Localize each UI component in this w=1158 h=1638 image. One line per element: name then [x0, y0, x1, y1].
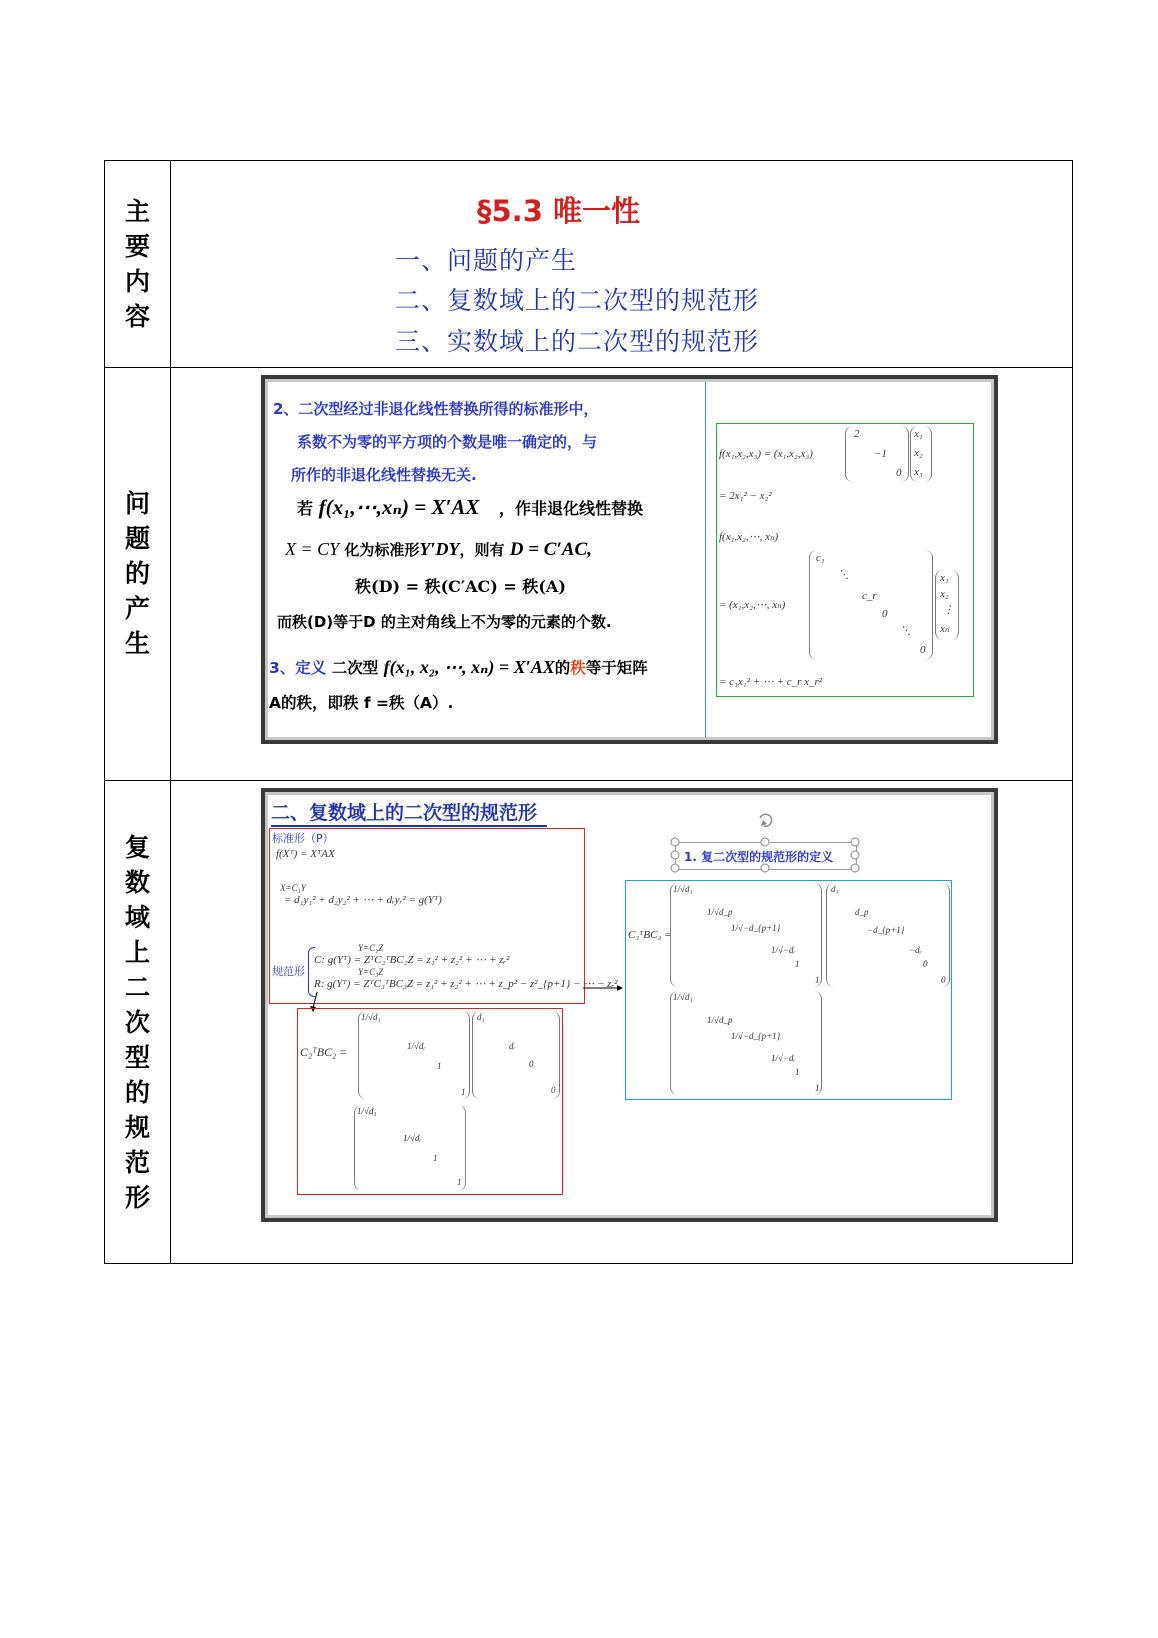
definition-lead: 二次型 [331, 659, 379, 677]
label-char: 规 [124, 1113, 150, 1142]
matrix-entry: 1/√d_p [707, 1015, 733, 1025]
label-char: 的 [124, 559, 150, 588]
matrix-entry: 0 [551, 1085, 556, 1095]
definition-expr: f(x₁, x₂, ⋯, xₙ) = X′AX [383, 657, 555, 677]
rank-equality: 秩(D) = 秩(C′AC) = 秩(A) [355, 577, 566, 596]
label-char: 范 [124, 1148, 150, 1177]
theorem-line-2: 系数不为零的平方项的个数是唯一确定的，与 [297, 433, 598, 451]
complex-normal-form: C: g(Yᵀ) = ZᵀC₂ᵀBC₂Z = z₁² + z₂² + ⋯ + zᵣ² [314, 954, 510, 966]
matrix-entry: 1 [795, 1067, 800, 1077]
matrix-entry: 1/√d₁ [357, 1106, 377, 1116]
quadratic-form-expr: f(x₁,⋯,xₙ) = X′AX [318, 495, 480, 519]
substitution-text: ，作非退化线性替换 [498, 499, 643, 518]
c3-matrix-1 [670, 883, 822, 987]
selection-handles [665, 806, 865, 878]
label-char: 容 [124, 302, 150, 331]
label-char: 问 [124, 489, 150, 518]
label-char: 形 [124, 1183, 150, 1212]
theorem-line-3: 所作的非退化线性替换无关. [291, 466, 477, 484]
matrix-entry: c₁ [816, 552, 825, 564]
vector-entry: x₁ [914, 428, 923, 440]
column-divider [170, 161, 171, 1263]
matrix-entry: 1/√d₁ [361, 1012, 381, 1022]
example-form: f(x₁,x₂,x₃) = (x₁,x₂,x₃) [719, 448, 813, 460]
matrix-entry: c_r [862, 590, 877, 602]
label-char: 题 [124, 524, 150, 553]
if-word: 若 [297, 499, 314, 518]
rank-highlight: 秩 [570, 659, 586, 677]
row-divider [105, 367, 1072, 368]
matrix-entry: 0 [923, 959, 928, 969]
matrix-entry: 1/√−dᵣ [771, 1053, 796, 1063]
row-label-problem-origin [105, 367, 170, 780]
c2-label: C₂ᵀBC₂ = [300, 1045, 348, 1059]
definition-of: 的 [554, 659, 571, 677]
definition-line-2: A的秩，即秩 f =秩（A）. [269, 694, 454, 712]
real-normal-form: R: g(Yᵀ) = ZᵀC₃ᵀBC₃Z = z₁² + z₂² + ⋯ + z_p² − z²_{p+1} − ⋯ − zᵣ² [314, 978, 618, 990]
matrix-entry: 1/√d₁ [673, 992, 693, 1002]
label-char: 产 [124, 594, 150, 623]
theorem-line-1: 2、二次型经过非退化线性替换所得的标准形中， [273, 400, 599, 418]
reduce-text: 化为标准形 [344, 541, 420, 559]
standard-form-expr: Y′DY [419, 539, 460, 559]
toc-item-2: 二、复数域上的二次型的规范形 [395, 286, 760, 315]
rank-diagonal-statement: 而秩(D)等于D 的主对角线上不为零的元素的个数. [277, 613, 612, 631]
matrix-entry: 1 [795, 959, 800, 969]
row-label-main-content [105, 161, 170, 367]
definition-tail: 等于矩阵 [585, 659, 648, 677]
c3-matrix-3 [670, 991, 822, 1095]
label-char: 要 [124, 232, 150, 261]
matrix-entry: d₁ [477, 1012, 485, 1022]
normal-form-label: 规范形 [272, 965, 305, 978]
slide-divider [705, 382, 706, 737]
label-char: 次 [124, 1008, 150, 1037]
matrix-entry: 2 [854, 428, 860, 440]
matrix-entry: −1 [874, 448, 887, 460]
substitution-over-c: Y=C₂Z [358, 943, 384, 953]
section-title: §5.3 唯一性 [477, 194, 640, 228]
vector-entry: x₂ [940, 588, 949, 600]
matrix-entry: 1/√−dᵣ [771, 945, 796, 955]
vector-entry: ⋮ [943, 604, 954, 616]
matrix-dots: ⋱ [838, 569, 849, 581]
general-result: = c₁x₁² + ⋯ + c_r x_r² [719, 676, 823, 688]
standard-form-expansion: = d₁y₁² + d₂y₂² + ⋯ + dᵣyᵣ² = g(Yᵀ) [284, 894, 442, 906]
real-matrix-box [625, 880, 952, 1100]
slide-complex-normal-form [261, 788, 998, 1222]
matrix-entry: 1/√dᵣ [407, 1041, 426, 1051]
matrix-entry: 0 [896, 467, 902, 479]
matrix-entry: −d_{p+1} [867, 925, 905, 935]
general-form: f(x₁,x₂,⋯, xₙ) [719, 531, 779, 543]
matrix-entry: 0 [529, 1059, 534, 1069]
substitution-over: X=C₁Y [280, 883, 306, 893]
general-vector [935, 570, 959, 640]
matrix-dots: ⋱ [900, 625, 911, 637]
row-divider [105, 780, 1072, 781]
label-char: 内 [124, 267, 150, 296]
matrix-entry: dᵣ [509, 1041, 516, 1051]
c2-matrix-2 [472, 1011, 560, 1099]
matrix-entry: 1/√dᵣ [403, 1133, 422, 1143]
matrix-entry: 0 [882, 608, 888, 620]
matrix-entry: 1/√−d_{p+1} [731, 1031, 781, 1041]
matrix-entry: 1 [461, 1087, 466, 1097]
matrix-entry: 1 [437, 1061, 442, 1071]
general-form-eq: = (x₁,x₂,⋯, xₙ) [719, 599, 786, 611]
definition-number: 3、定义 [269, 659, 327, 677]
congruence-expr: D = C′AC, [509, 539, 592, 560]
toc-item-1: 一、问题的产生 [395, 246, 578, 275]
matrix-entry: 1 [457, 1177, 462, 1187]
label-char: 二 [124, 973, 150, 1002]
substitution-expr: X = CY [285, 539, 340, 559]
label-char: 域 [124, 903, 150, 932]
example-result: = 2x₁² − x₂² [719, 490, 772, 502]
label-char: 的 [124, 1078, 150, 1107]
standard-form-label: 标准形（P） [272, 832, 334, 845]
matrix-entry: 1/√−d_{p+1} [731, 923, 781, 933]
matrix-entry: d₁ [831, 884, 839, 894]
example-box [716, 423, 974, 697]
matrix-entry: 0 [920, 644, 926, 656]
diagonal-matrix [809, 550, 933, 660]
label-char: 数 [124, 868, 150, 897]
c3-label: C₃ᵀBC₃ = [628, 929, 672, 941]
example-matrix [845, 426, 909, 482]
c3-matrix-2 [826, 883, 950, 987]
vector-entry: x₃ [914, 466, 923, 478]
toc-item-3: 三、实数域上的二次型的规范形 [395, 327, 760, 356]
example-vector [910, 426, 932, 482]
slide-uniqueness [261, 375, 998, 744]
label-char: 生 [124, 629, 150, 658]
vector-entry: xₙ [940, 623, 950, 635]
matrix-entry: 1 [815, 1083, 820, 1093]
matrix-entry: 0 [941, 975, 946, 985]
matrix-entry: 1/√d_p [707, 907, 733, 917]
vector-entry: x₂ [914, 447, 923, 459]
content-table [104, 160, 1073, 1264]
matrix-entry: −dᵣ [909, 945, 922, 955]
standard-form-expr: f(Xᵀ) = XᵀAX [276, 848, 335, 860]
vector-entry: x₁ [940, 572, 949, 584]
c2-matrix-3 [354, 1105, 466, 1191]
slide-heading: 二、复数域上的二次型的规范形 [271, 798, 547, 827]
matrix-entry: 1 [815, 975, 820, 985]
matrix-entry: 1/√d₁ [673, 884, 693, 894]
label-char: 型 [124, 1043, 150, 1072]
substitution-over-r: Y=C₃Z [358, 967, 384, 977]
label-char: 复 [124, 833, 150, 862]
matrix-entry: d_p [855, 907, 869, 917]
definition-title: 1. 复二次型的规范形的定义 [684, 850, 834, 864]
matrix-entry: 1 [433, 1153, 438, 1163]
complex-matrix-box [297, 1008, 563, 1195]
then-text: ，则有 [459, 541, 505, 559]
label-char: 上 [124, 938, 150, 967]
label-char: 主 [124, 197, 150, 226]
row-label-complex-normal-form [105, 780, 170, 1265]
c2-matrix-1 [358, 1011, 470, 1099]
